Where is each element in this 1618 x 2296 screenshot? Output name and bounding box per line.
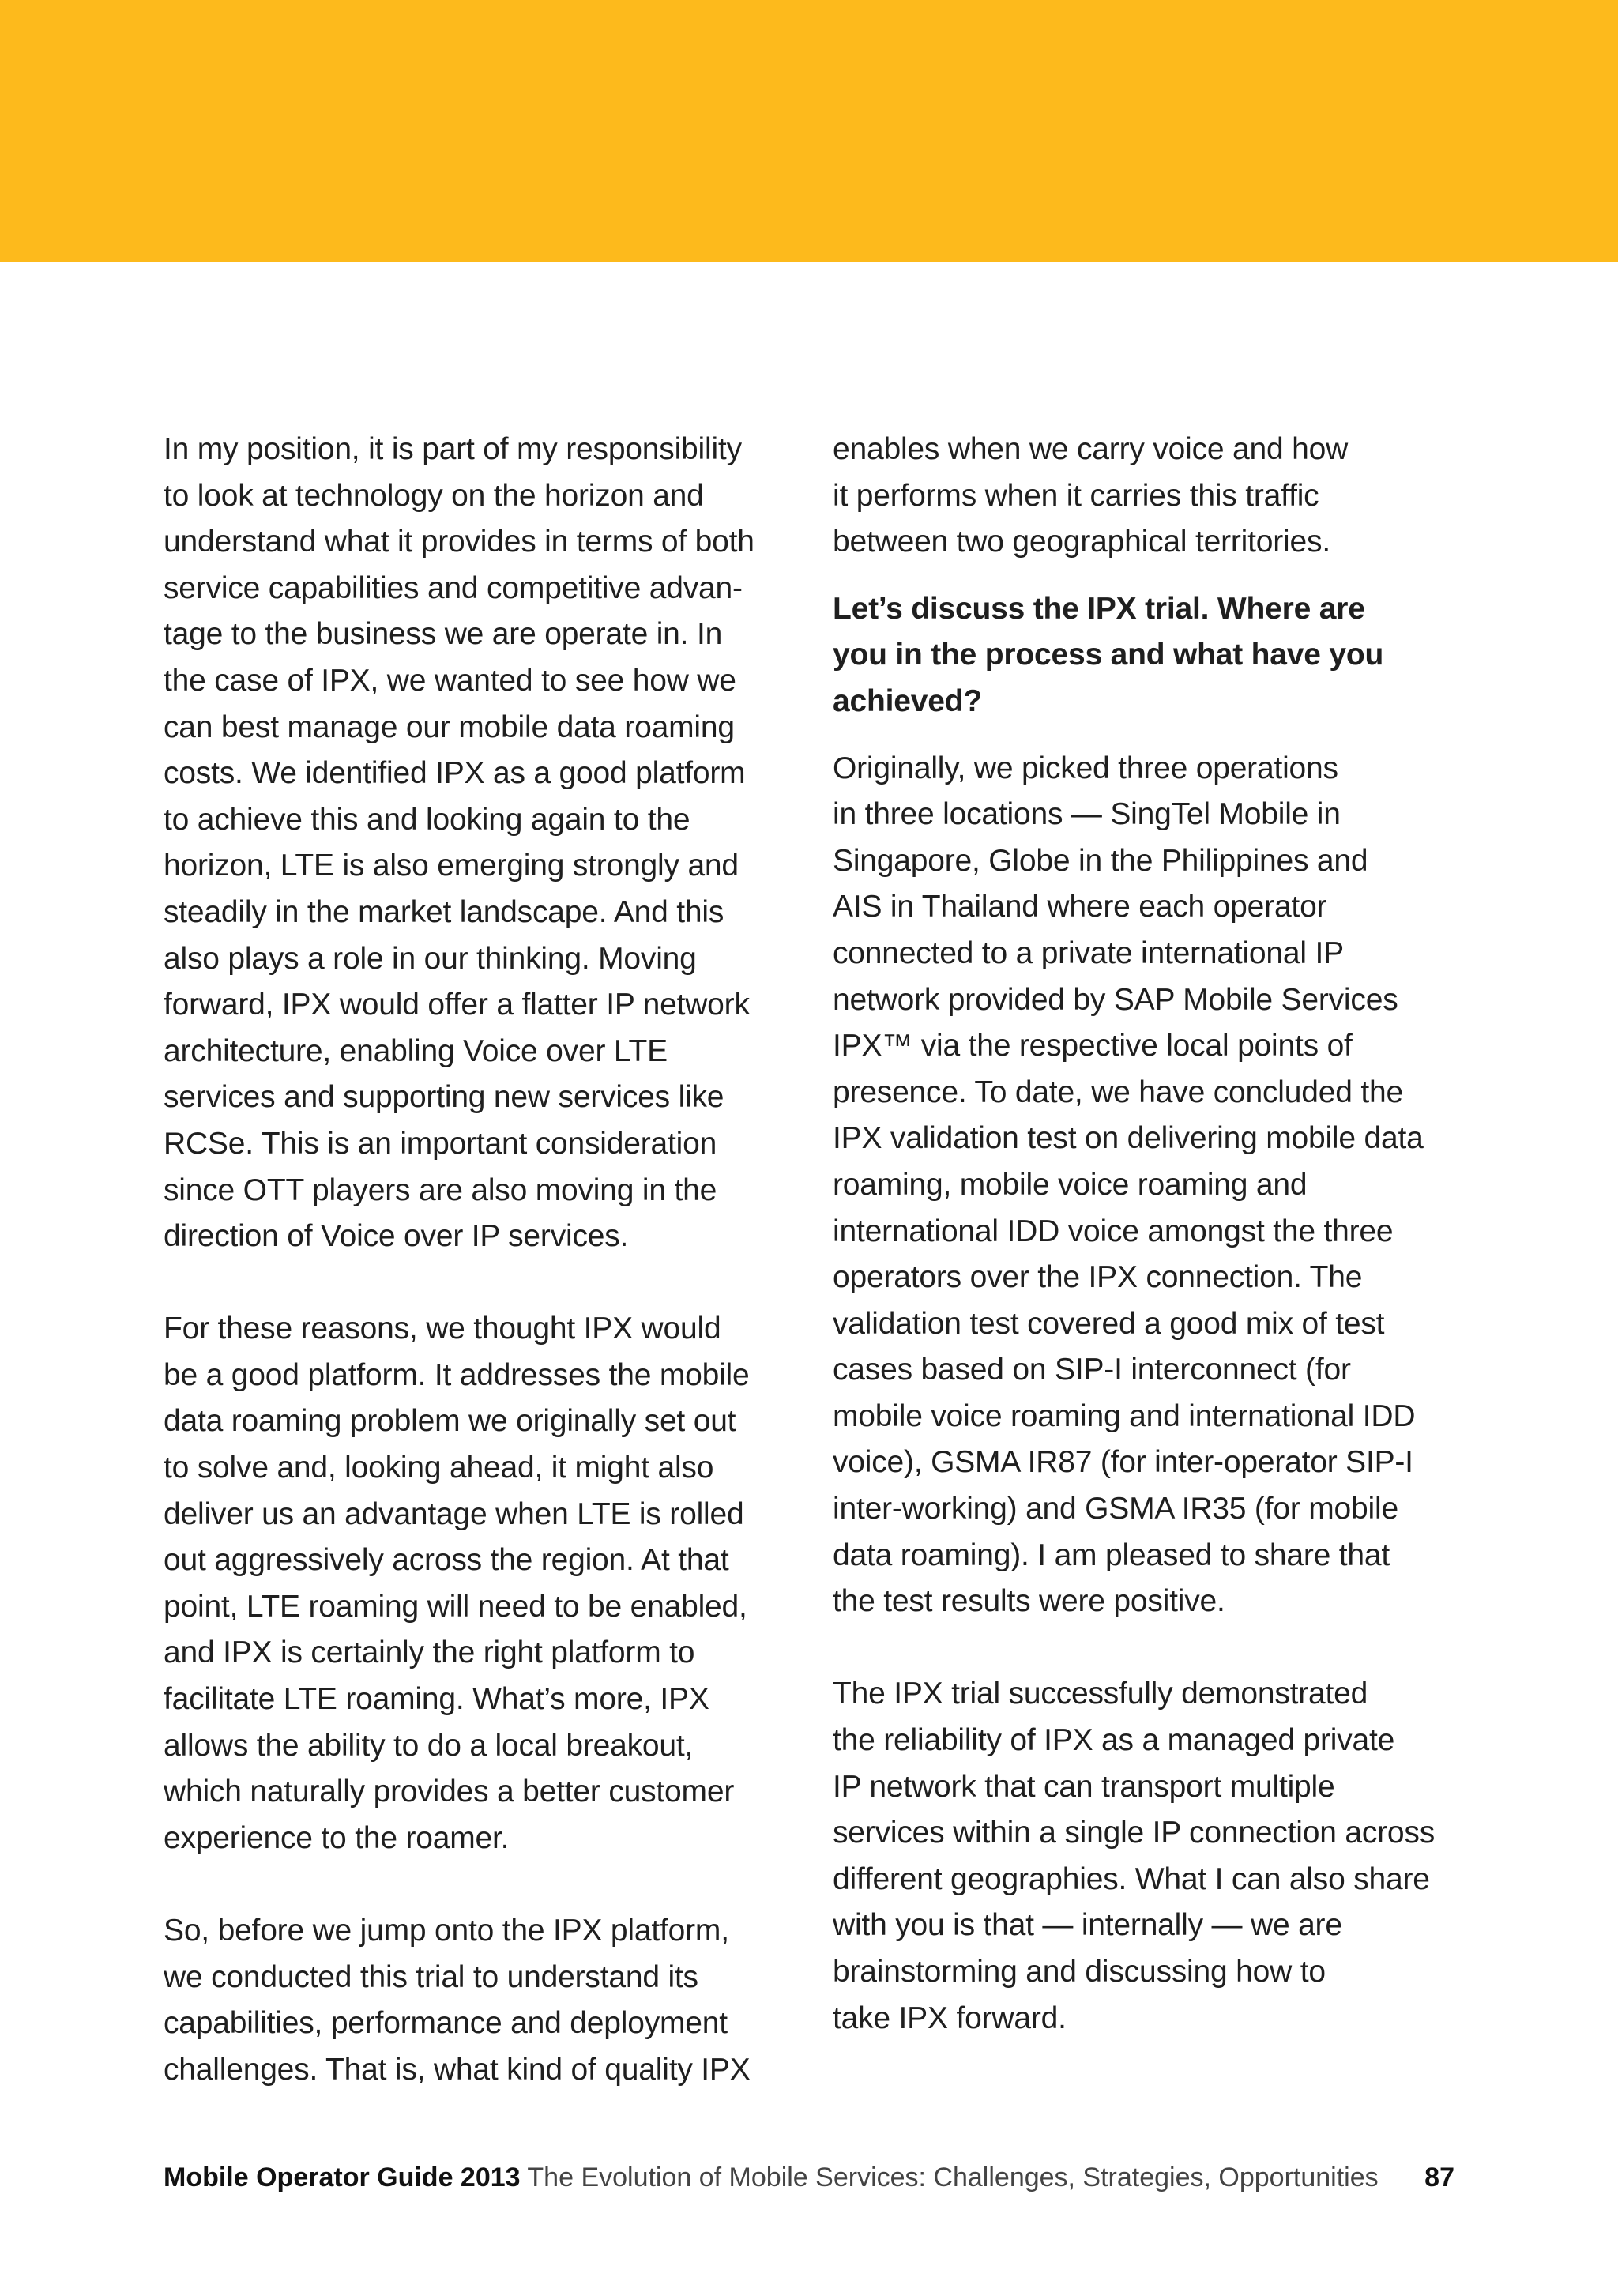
header-color-band: [0, 0, 1618, 262]
body-paragraph: In my position, it is part of my responsibility to look at technology on the horizon and understand what it provides in terms of both service capabilities and competitive advan- tage to the business we are operate in. In the case of IPX, we wanted to see how we can best manage our mobile data roaming costs. We identified IPX as a good platform to achieve this and looking again to the horizon, LTE is also emerging strongly and steadily in the market landscape. And this also plays a role in our thinking. Moving forward, IPX would offer a flatter IP network architecture, enabling Voice over LTE services and supporting new services like RCSe. This is an important consideration since OTT players are also moving in the direction of Voice over IP services.: [164, 432, 754, 1254]
body-paragraph: So, before we jump onto the IPX platform, we conducted this trial to understand its capabilities, performance and deployment challenges. That is, what kind of quality IPX: [164, 1914, 751, 2087]
body-paragraph-continued: enables when we carry voice and how it performs when it carries this traffic between two geographical territories.: [833, 432, 1349, 559]
body-paragraph: For these reasons, we thought IPX would be a good platform. It addresses the mobile data roaming problem we originally set out to solve and, looking ahead, it might also deliver us an advantage when LTE is rolled out aggressively across the region. At that point, LTE roaming will need to be enabled, and IPX is certainly the right platform to facilitate LTE roaming. What’s more, IPX allows the ability to do a local breakout, which naturally provides a better customer experience to the roamer.: [164, 1312, 750, 1855]
right-text-column: [833, 427, 1465, 2042]
footer-running-title: [164, 2154, 1379, 2201]
interview-question: Let’s discuss the IPX trial. Where are you in the process and what have you achieved?: [833, 591, 1384, 718]
body-paragraph: The IPX trial successfully demonstrated the reliability of IPX as a managed private IP network that can transport multiple services within a single IP connection across different geographies. What I can also share with you is that — internally — we are brainstorming and discussing how to take IPX forward.: [833, 1677, 1435, 2035]
body-paragraph: Originally, we picked three operations in three locations — SingTel Mobile in Singapore, Globe in the Philippines and AIS in Thailand where each operator connected to a private international IP network provided by SAP Mobile Services IPX™ via the respective local points of presence. To date, we have concluded the IPX validation test on delivering mobile data roaming, mobile voice roaming and international IDD voice amongst the three operators over the IPX connection. The validation test covered a good mix of test cases based on SIP-I interconnect (for mobile voice roaming and international IDD voice), GSMA IR87 (for inter-operator SIP-I inter-working) and GSMA IR35 (for mobile data roaming). I am pleased to share that the test results were positive.: [833, 751, 1424, 1619]
left-text-column: [164, 427, 796, 2093]
publication-subtitle: The Evolution of Mobile Services: Challenges, Strategies, Opportunities: [527, 2162, 1379, 2192]
publication-title: Mobile Operator Guide 2013: [164, 2162, 521, 2192]
page-footer: [164, 2154, 1454, 2201]
page-number: 87: [1424, 2162, 1454, 2192]
